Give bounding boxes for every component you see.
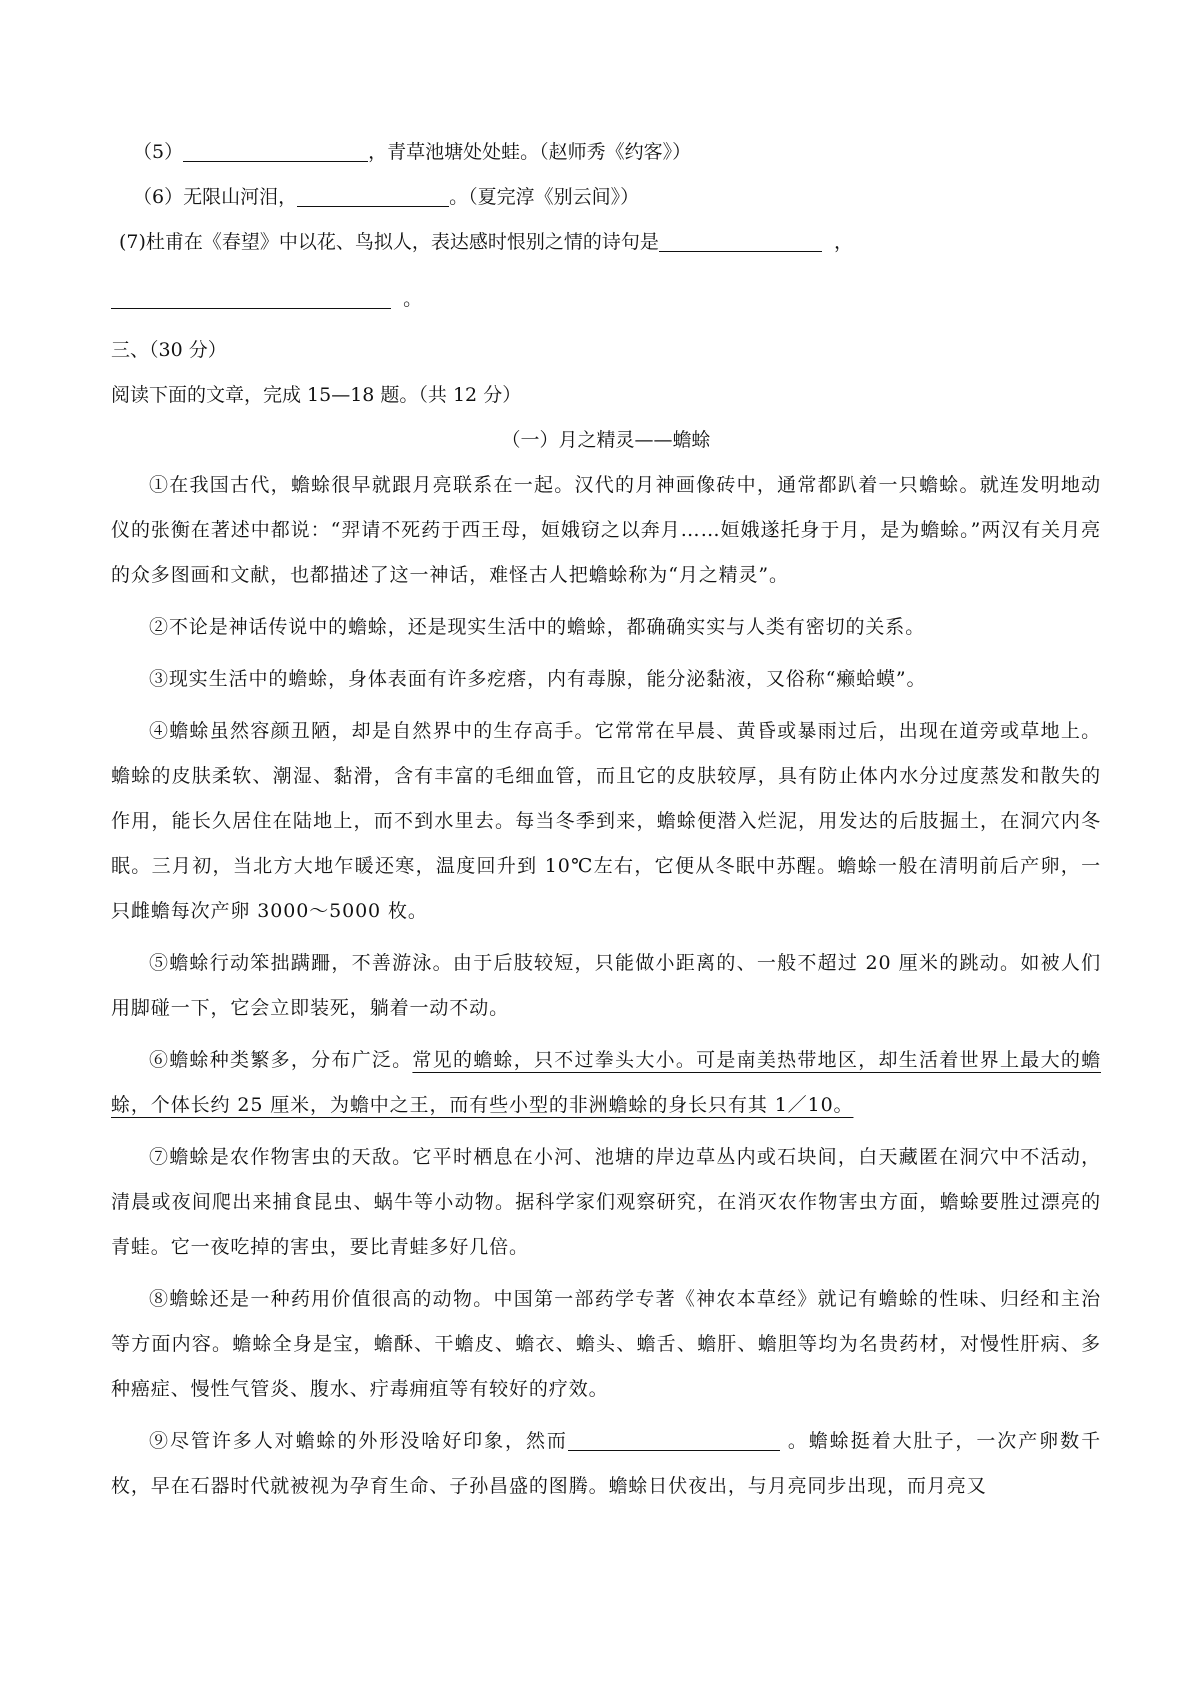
- q7-answer-blank-2[interactable]: [111, 286, 391, 309]
- article-paragraph-2: ②不论是神话传说中的蟾蜍，还是现实生活中的蟾蜍，都确确实实与人类有密切的关系。: [149, 616, 926, 638]
- section-instruction: 阅读下面的文章，完成 15—18 题。（共 12 分）: [111, 384, 522, 406]
- q7-prefix: (7)杜甫在《春望》中以花、鸟拟人，表达感时恨别之情的诗句是: [119, 231, 659, 253]
- question-5: [111, 130, 1101, 175]
- question-6: [111, 175, 1101, 220]
- article-title: （一）月之精灵——蟾蜍: [501, 429, 711, 451]
- article-paragraph-6: [111, 1038, 1101, 1128]
- question-7: [111, 220, 1101, 265]
- q5-prefix: （5）: [133, 141, 184, 163]
- p9-suffix: 。蟾蜍挺着大肚子，一次产卵数千枚，早在石器时代就被视为孕育生命、子孙昌盛的图腾。蟾蜍日伏夜出，与月亮同步出现，而月亮又: [111, 1430, 1101, 1497]
- q6-prefix: （6）无限山河泪，: [133, 186, 298, 208]
- q5-suffix: ，青草池塘处处蛙。（赵师秀《约客》）: [368, 141, 692, 163]
- p9-answer-blank[interactable]: [568, 1428, 780, 1451]
- p6-underlined-text: 常见的蟾蜍，只不过拳头大小。可是南美热带地区，却生活着世界上最大的蟾蜍，个体长约 25 厘米，为蟾中之王，而有些小型的非洲蟾蜍的身长只有其 1／10。: [111, 1049, 1101, 1116]
- q5-answer-blank[interactable]: [183, 139, 368, 162]
- p6-plain-text: ⑥蟾蜍种类繁多，分布广泛。: [149, 1049, 413, 1071]
- section-heading: 三、（30 分）: [111, 339, 227, 361]
- article-paragraph-1: ①在我国古代，蟾蜍很早就跟月亮联系在一起。汉代的月神画像砖中，通常都趴着一只蟾蜍。就连发明地动仪的张衡在著述中都说：“羿请不死药于西王母，姮娥窃之以奔月……姮娥遂托身于月，是为蟾蜍。”两汉有关月亮的众多图画和文献，也都描述了这一神话，难怪古人把蟾蜍称为“月之精灵”。: [111, 474, 1101, 586]
- q7-comma: ，: [834, 231, 854, 253]
- q6-suffix: 。（夏完淳《别云间》）: [449, 186, 640, 208]
- p9-prefix: ⑨尽管许多人对蟾蜍的外形没啥好印象，然而: [149, 1430, 568, 1452]
- question-7-continued: [111, 277, 1101, 322]
- article-paragraph-5: ⑤蟾蜍行动笨拙蹒跚，不善游泳。由于后肢较短，只能做小距离的、一般不超过 20 厘米的跳动。如被人们用脚碰一下，它会立即装死，躺着一动不动。: [111, 952, 1101, 1019]
- q7-end: 。: [403, 288, 423, 310]
- article-paragraph-7: ⑦蟾蜍是农作物害虫的天敌。它平时栖息在小河、池塘的岸边草丛内或石块间，白天藏匿在洞穴中不活动，清晨或夜间爬出来捕食昆虫、蜗牛等小动物。据科学家们观察研究，在消灭农作物害虫方面，蟾蜍要胜过漂亮的青蛙。它一夜吃掉的害虫，要比青蛙多好几倍。: [111, 1146, 1101, 1258]
- q6-answer-blank[interactable]: [297, 184, 449, 207]
- article-paragraph-8: ⑧蟾蜍还是一种药用价值很高的动物。中国第一部药学专著《神农本草经》就记有蟾蜍的性味、归经和主治等方面内容。蟾蜍全身是宝，蟾酥、干蟾皮、蟾衣、蟾头、蟾舌、蟾肝、蟾胆等均为名贵药材，对慢性肝病、多种癌症、慢性气管炎、腹水、疔毒痈疽等有较好的疗效。: [111, 1288, 1101, 1400]
- document-page: [111, 130, 1101, 1516]
- q7-answer-blank-1[interactable]: [659, 229, 822, 252]
- article-paragraph-3: ③现实生活中的蟾蜍，身体表面有许多疙瘩，内有毒腺，能分泌黏液，又俗称“癞蛤蟆”。: [149, 668, 927, 690]
- article-paragraph-4: ④蟾蜍虽然容颜丑陋，却是自然界中的生存高手。它常常在早晨、黄昏或暴雨过后，出现在道旁或草地上。蟾蜍的皮肤柔软、潮湿、黏滑，含有丰富的毛细血管，而且它的皮肤较厚，具有防止体内水分过度蒸发和散失的作用，能长久居住在陆地上，而不到水里去。每当冬季到来，蟾蜍便潜入烂泥，用发达的后肢掘土，在洞穴内冬眠。三月初，当北方大地乍暖还寒，温度回升到 10℃左右，它便从冬眠中苏醒。蟾蜍一般在清明前后产卵，一只雌蟾每次产卵 3000～5000 枚。: [111, 720, 1101, 922]
- article-paragraph-9: [111, 1419, 1101, 1509]
